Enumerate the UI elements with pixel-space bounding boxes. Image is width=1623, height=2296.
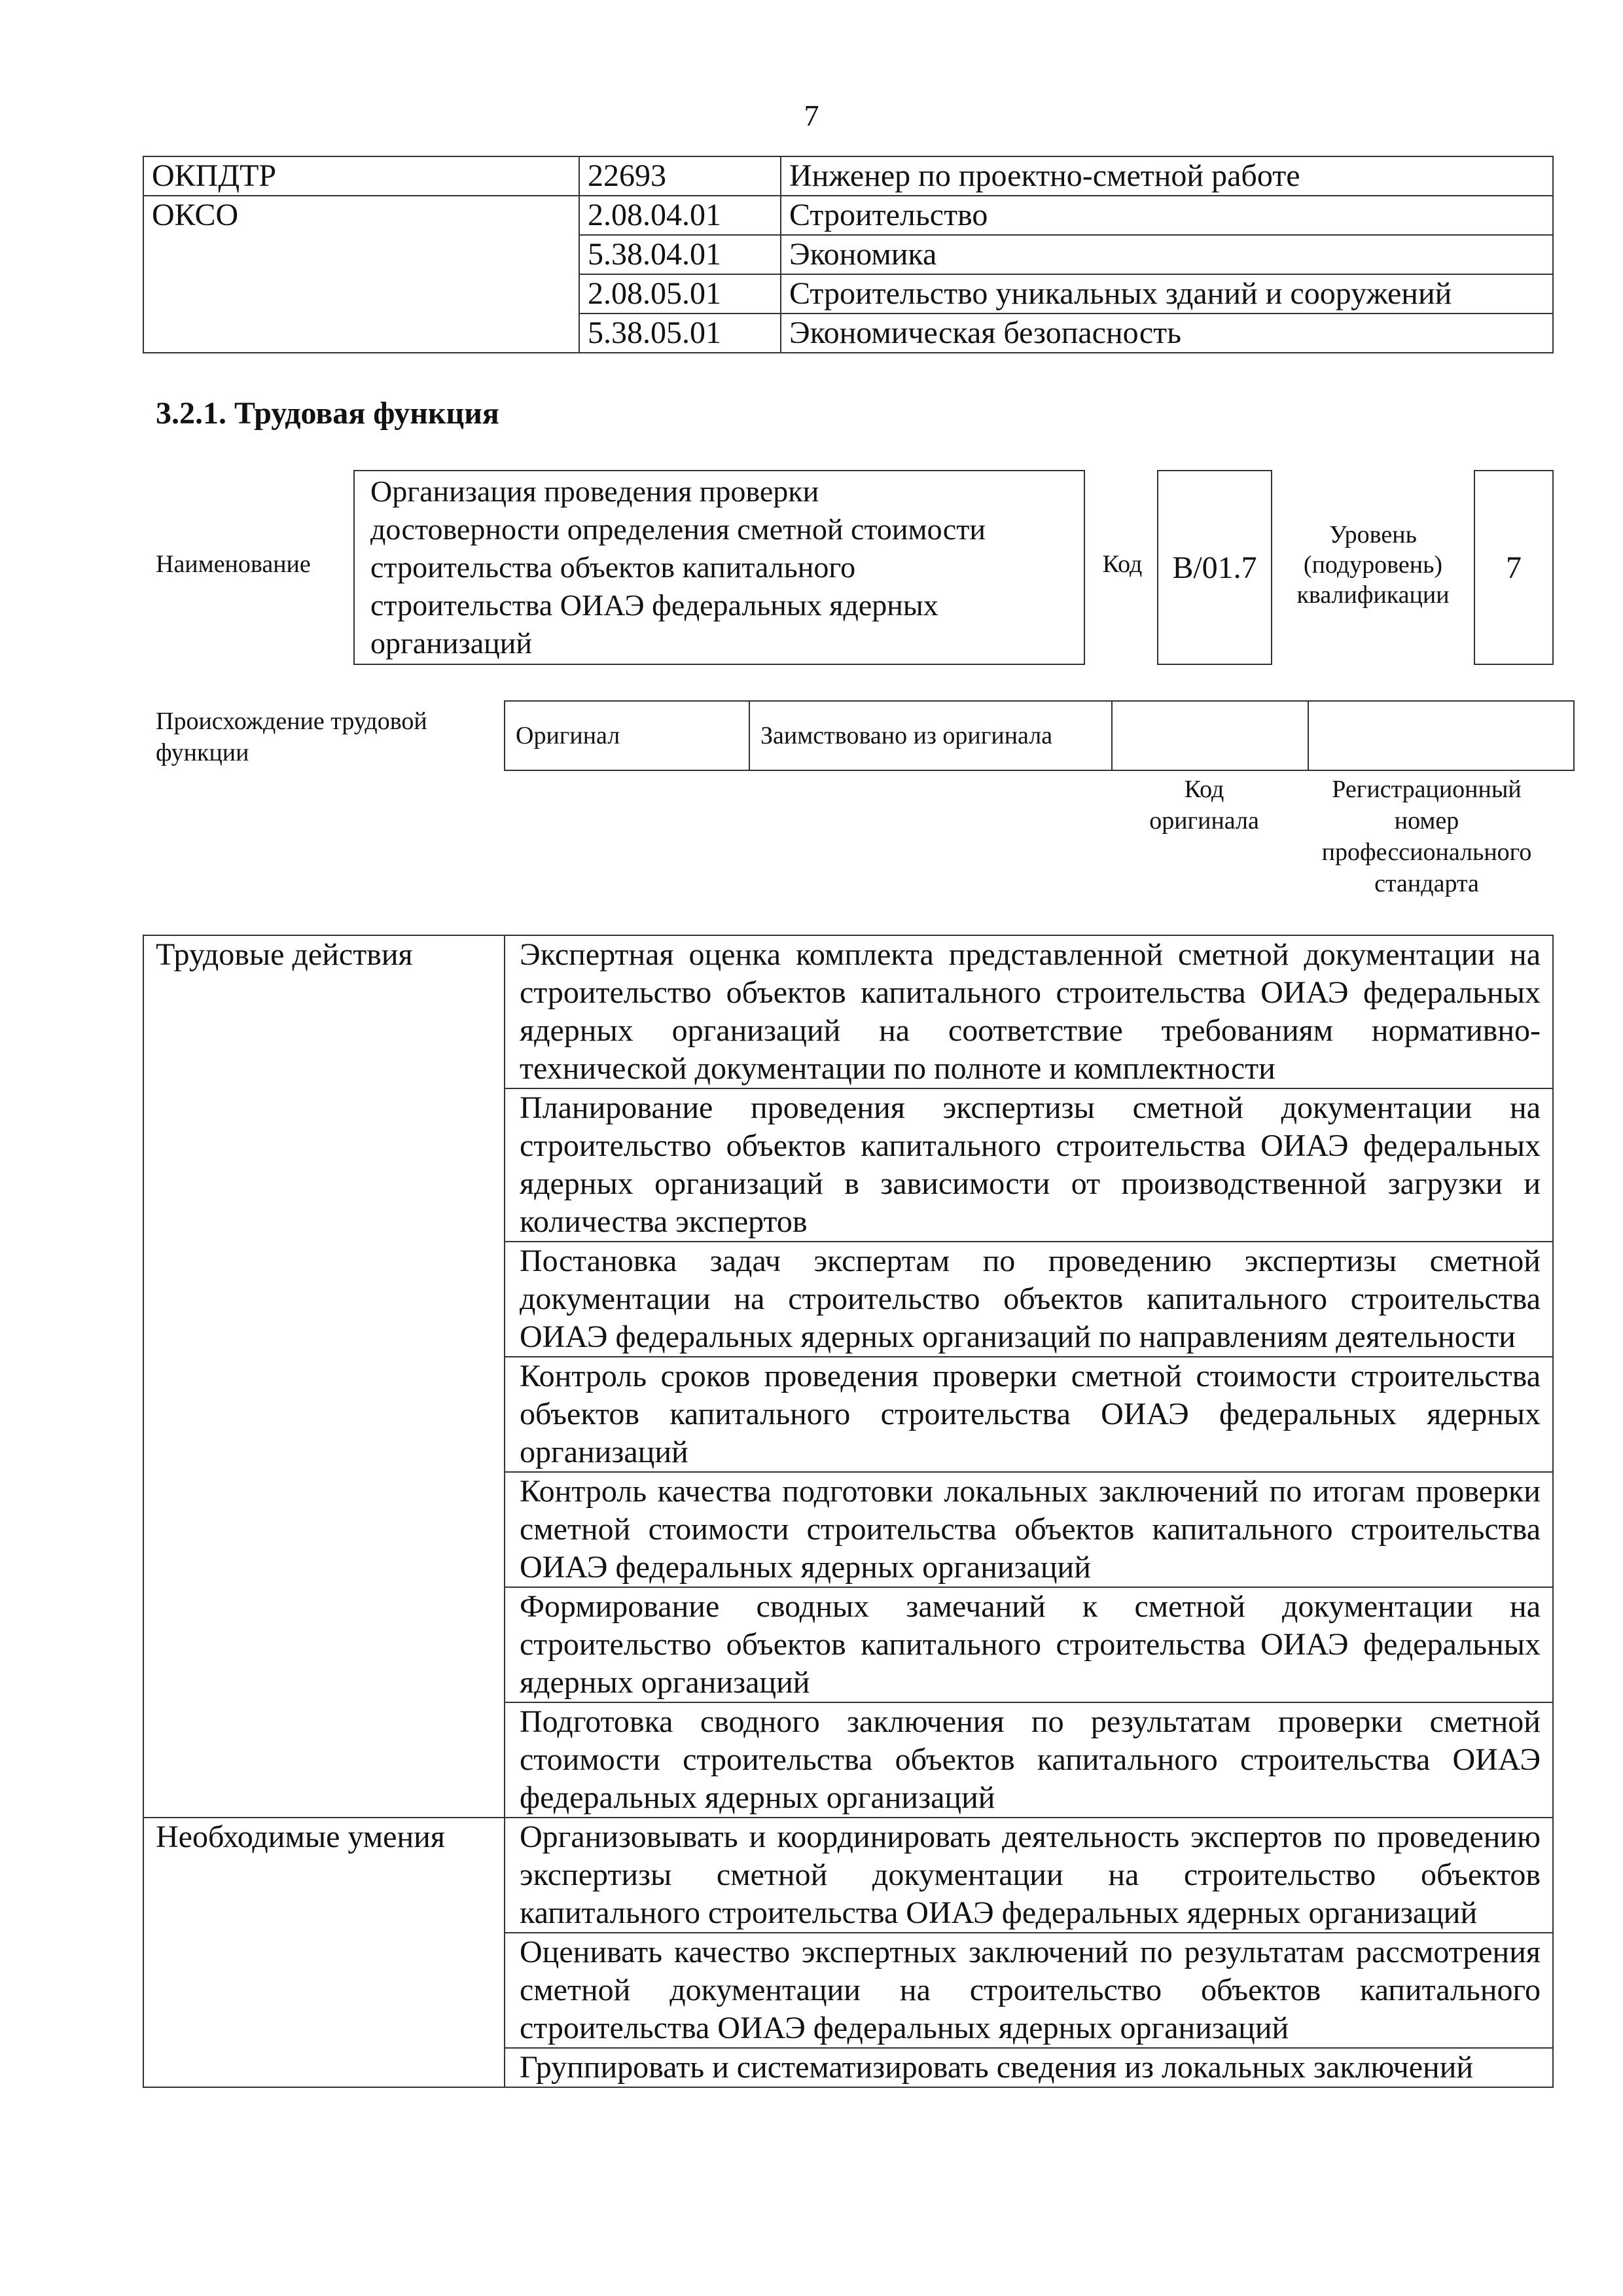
code-cell: 5.38.04.01 bbox=[579, 235, 781, 274]
skill-item: Оценивать качество экспертных заключений по результатам рассмотрения сметной документации на строительство объектов капитального строительства ОИАЭ федеральных ядерных организаций bbox=[505, 1933, 1553, 2048]
labor-action-item: Экспертная оценка комплекта представленной сметной документации на строительство объектов капитального строительства ОИАЭ федеральных ядерных организаций на соответствие требованиям нормативно-технической документации по полноте и комплектности bbox=[505, 935, 1553, 1088]
name-cell: Строительство уникальных зданий и сооружений bbox=[781, 274, 1553, 314]
origin-label-line: функции bbox=[156, 739, 249, 766]
qualification-level-box: 7 bbox=[1474, 470, 1554, 665]
table-row bbox=[143, 935, 1553, 1088]
name-cell: Экономическая безопасность bbox=[781, 314, 1553, 353]
name-line: Организация проведения проверки bbox=[370, 475, 819, 508]
level-label-line: квалификации bbox=[1296, 581, 1450, 609]
skills-label: Необходимые умения bbox=[143, 1818, 505, 2087]
name-cell: Строительство bbox=[781, 196, 1553, 235]
labor-action-item: Подготовка сводного заключения по результатам проверки сметной стоимости строительства объектов капитального строительства ОИАЭ федеральных ядерных организаций bbox=[505, 1702, 1553, 1818]
name-line: строительства ОИАЭ федеральных ядерных bbox=[370, 588, 938, 622]
caption-line: оригинала bbox=[1149, 807, 1259, 834]
origin-label bbox=[156, 706, 427, 768]
labor-actions-label: Трудовые действия bbox=[143, 935, 505, 1818]
table-row bbox=[143, 196, 1553, 235]
origin-label-line: Происхождение трудовой bbox=[156, 708, 427, 735]
table-row bbox=[143, 156, 1553, 196]
original-code-cell bbox=[1112, 701, 1308, 770]
code-cell: 5.38.05.01 bbox=[579, 314, 781, 353]
table-row bbox=[505, 701, 1574, 770]
labor-action-item: Формирование сводных замечаний к сметной документации на строительство объектов капитального строительства ОИАЭ федеральных ядерных организаций bbox=[505, 1587, 1553, 1702]
skill-item: Организовывать и координировать деятельность экспертов по проведению экспертизы сметной документации на строительство объектов капитального строительства ОИАЭ федеральных ядерных организаций bbox=[505, 1818, 1553, 1933]
caption-line: Регистрационный bbox=[1332, 776, 1522, 803]
labor-action-item: Планирование проведения экспертизы сметной документации на строительство объектов капитального строительства ОИАЭ федеральных ядерных организаций в зависимости от производственной загрузки и количества экспертов bbox=[505, 1088, 1553, 1242]
caption-line: номер bbox=[1394, 807, 1459, 834]
table-row bbox=[143, 1818, 1553, 1933]
caption-line: Код bbox=[1184, 776, 1224, 803]
classifier-cell: ОКСО bbox=[143, 196, 579, 353]
name-line: достоверности определения сметной стоимости bbox=[370, 512, 986, 546]
labor-function-name-box bbox=[353, 470, 1085, 665]
caption-line: стандарта bbox=[1374, 870, 1479, 897]
labor-actions-table bbox=[143, 935, 1554, 2088]
original-code-caption bbox=[1113, 774, 1296, 836]
name-cell: Инженер по проектно-сметной работе bbox=[781, 156, 1553, 196]
labor-function-code-box: B/01.7 bbox=[1157, 470, 1272, 665]
name-label: Наименование bbox=[156, 550, 311, 578]
classifier-codes-table bbox=[143, 156, 1554, 353]
level-label-line: (подуровень) bbox=[1303, 551, 1443, 579]
code-cell: 2.08.04.01 bbox=[579, 196, 781, 235]
original-cell: Оригинал bbox=[505, 701, 749, 770]
borrowed-cell: Заимствовано из оригинала bbox=[749, 701, 1112, 770]
labor-action-item: Контроль качества подготовки локальных заключений по итогам проверки сметной стоимости строительства объектов капитального строительства ОИАЭ федеральных ядерных организаций bbox=[505, 1472, 1553, 1587]
section-title: 3.2.1. Трудовая функция bbox=[156, 396, 499, 431]
name-line: организаций bbox=[370, 626, 532, 660]
skill-item: Группировать и систематизировать сведения из локальных заключений bbox=[505, 2048, 1553, 2087]
qualification-level-label bbox=[1276, 520, 1470, 610]
name-line: строительства объектов капитального bbox=[370, 550, 856, 584]
caption-line: профессионального bbox=[1321, 838, 1532, 866]
classifier-cell: ОКПДТР bbox=[143, 156, 579, 196]
level-label-line: Уровень bbox=[1329, 521, 1417, 548]
name-cell: Экономика bbox=[781, 235, 1553, 274]
page-number: 7 bbox=[804, 99, 819, 132]
registration-number-caption bbox=[1302, 774, 1551, 899]
code-cell: 22693 bbox=[579, 156, 781, 196]
labor-action-item: Контроль сроков проведения проверки сметной стоимости строительства объектов капитального строительства ОИАЭ федеральных ядерных организаций bbox=[505, 1357, 1553, 1472]
labor-action-item: Постановка задач экспертам по проведению экспертизы сметной документации на строительство объектов капитального строительства ОИАЭ федеральных ядерных организаций по направлениям деятельности bbox=[505, 1242, 1553, 1357]
origin-table bbox=[504, 700, 1575, 771]
registration-number-cell bbox=[1308, 701, 1574, 770]
code-label: Код bbox=[1102, 550, 1143, 578]
code-cell: 2.08.05.01 bbox=[579, 274, 781, 314]
